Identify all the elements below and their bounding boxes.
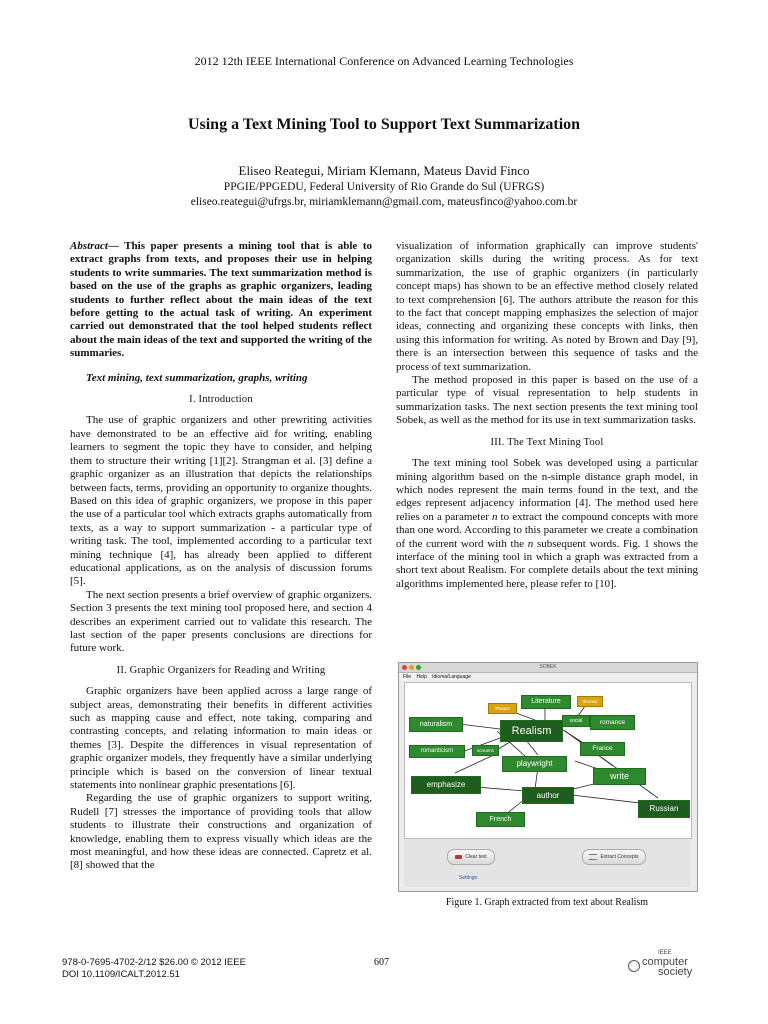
variable-n: n [527,537,534,550]
conference-header: 2012 12th IEEE International Conference on Advanced Learning Technologies [194,54,574,68]
right-paragraph-1: visualization of information graphically can improve students' organization skills during the writing process. As for text summarization, the use of graphic organizers (in particularly concept maps) has shown to be an effective method closely related to text comprehension [6]. The authors attribute the reason for this to the fact that concept mapping emphasizes the selection of major ideas, connecting and organizing these concepts with links, then using this information for writing. As noted by Brown and Day [9], there is an intersection between this sequence of tasks and the process of text summarization. [396,240,698,373]
footer-publication-info [62,957,246,981]
logo-computer: computer [642,956,688,968]
node-themes[interactable]: themes [577,696,603,707]
ieee-computer-society-logo [628,950,698,980]
affiliation: PPGIE/PPGEDU, Federal University of Rio Grande do Sul (UFRGS) [223,181,545,193]
menu-language[interactable]: Idioma/Language [432,674,471,680]
control-panel [404,839,690,887]
node-author[interactable]: author [522,787,574,804]
window-titlebar [399,663,697,673]
node-literature[interactable]: Literature [521,695,571,709]
logo-society: society [658,966,693,978]
window-title: SOBEK [539,664,557,670]
menu-help[interactable]: Help [416,674,427,680]
node-romance[interactable]: romance [590,715,635,730]
node-playwright[interactable]: playwright [502,756,567,772]
page-number: 607 [374,957,389,968]
clear-text-button[interactable] [447,849,495,865]
globe-icon [628,960,640,972]
intro-paragraph-1: The use of graphic organizers and other prewriting activities have demonstrated to be an effective aid for writing, enabling learners to segment the topic they have to consider, and helping them to structure their writing [1][2]. Strangman et al. [3] define a graphic organizer as an illustration that depicts the relationships between facts, terms, providing an opportunity to organize thoughts. Based on this idea of graphic organizers, we propose in this paper the use of a particular tool which extracts graphs automatically from texts, as a way to support summarization - a particular type of writing task. The tool, implemented according to a particular text mining technique [4], has already been applied to different educational applications, as on the analysis of discussion forums [5]. [70,414,372,588]
settings-link[interactable]: Settings [459,875,478,881]
figure-sobek-window [398,662,698,892]
section-heading-graphic-organizers: II. Graphic Organizers for Reading and Writing [116,664,326,676]
section-heading-text-mining-tool: III. The Text Mining Tool [490,436,604,448]
logo-ieee: IEEE [658,950,672,956]
right-column [396,240,698,591]
node-russian[interactable]: Russian [638,800,690,818]
footer-isbn: 978-0-7695-4702-2/12 $26.00 © 2012 IEEE [62,957,246,968]
sec2-paragraph-2: Regarding the use of graphic organizers to support writing, Rudell [7] stresses the importance of providing tools that allow students to illustrate their constructions and organization of knowledge, enabling them to express visually which ideas are the most meaningful, and how these ideas are connected. Capretz et al. [8] showed that the [70,792,372,872]
footer-doi: DOI 10.1109/ICALT.2012.51 [62,969,180,980]
keywords: Text mining, text summarization, graphs, writing [86,371,308,384]
node-romanticism[interactable]: romanticism [409,745,465,758]
right-paragraph-2: The method proposed in this paper is based on the use of a particular type of visual representation to help students in summarization tasks. The next section presents the text mining tool Sobek, as well as the method for its use in text summarization tasks. [396,374,698,427]
figure-caption: Figure 1. Graph extracted from text about Realism [445,897,649,908]
node-social[interactable]: social [562,715,590,727]
node-france[interactable]: France [580,742,625,756]
node-realism[interactable]: Realism [500,720,563,742]
node-emphasize[interactable]: emphasize [411,776,481,794]
node-theater[interactable]: Theater [488,703,517,714]
variable-n: n [491,510,498,523]
author-list: Eliseo Reategui, Miriam Klemann, Mateus David Finco [238,163,530,178]
menu-bar [399,673,697,681]
sec3-text-a: The text mining tool Sobek was developed using a particular mining algorithm based on the n-simple distance graph model, in which nodes represent the main terms found in the text, and the edges represent adjacency information [4]. The method used here relies on a parameter [396,457,698,523]
abstract-label: Abstract— [70,240,119,252]
sec3-text-c: subsequent words. Fig. 1 shows the interface of the mining tool in which a graph was extracted from a short text about Realism. For complete details about the text mining algorithms implemented here, please refer to [10]. [396,537,698,590]
extract-concepts-label: Extract Concepts [600,854,639,860]
paper-title: Using a Text Mining Tool to Support Text Summarization [187,116,581,133]
graph-canvas [404,682,692,839]
section-heading-introduction: I. Introduction [189,394,253,406]
list-icon [589,854,597,860]
left-column [70,240,372,873]
node-write[interactable]: write [593,768,646,785]
author-emails: eliseo.reategui@ufrgs.br, miriamklemann@gmail.com, mateusfinco@yahoo.com.br [190,196,578,208]
clear-text-label: Clear text [465,854,487,860]
sec3-paragraph-1 [396,457,698,591]
sec2-paragraph-1: Graphic organizers have been applied across a large range of subject areas, demonstrating their benefits in different activities such as mapping cause and effect, note taking, comparing and contrasting concepts, and relating information to main ideas or themes [3]. Despite the differences in visual representation of graphic organizer models, they frequently have a similar underlying principle which is based on the conversion of linear textual statements into nonlinear graphic presentations [6]. [70,685,372,792]
extract-concepts-button[interactable] [582,849,646,865]
node-french[interactable]: French [476,812,525,827]
sec3-text-b: to extract the compound concepts with more than one word. According to this parameter we create a combination of the current word with the [396,510,699,550]
node-naturalism[interactable]: naturalism [409,717,463,732]
eraser-icon [455,855,462,859]
abstract [70,240,372,361]
intro-paragraph-2: The next section presents a brief overview of graphic organizers. Section 3 presents the text mining tool proposed here, and section 4 describes an experiment carried out to validate this research. The last section of the paper presents conclusions are directions for future work. [70,588,372,655]
abstract-text: This paper presents a mining tool that is able to extract graphs from texts, and proposes their use in helping students to write summaries. The text summarization method is based on the use of the graphs as graphic organizers, leading students to further reflect about the main ideas of the text before getting to the actual task of writing. An experiment carried out demonstrated that the tool helped students reflect about the main ideas of the text and supported the writing of the summaries. [70,240,372,360]
node-screams[interactable]: screams [472,745,499,756]
menu-file[interactable]: File [403,674,412,680]
